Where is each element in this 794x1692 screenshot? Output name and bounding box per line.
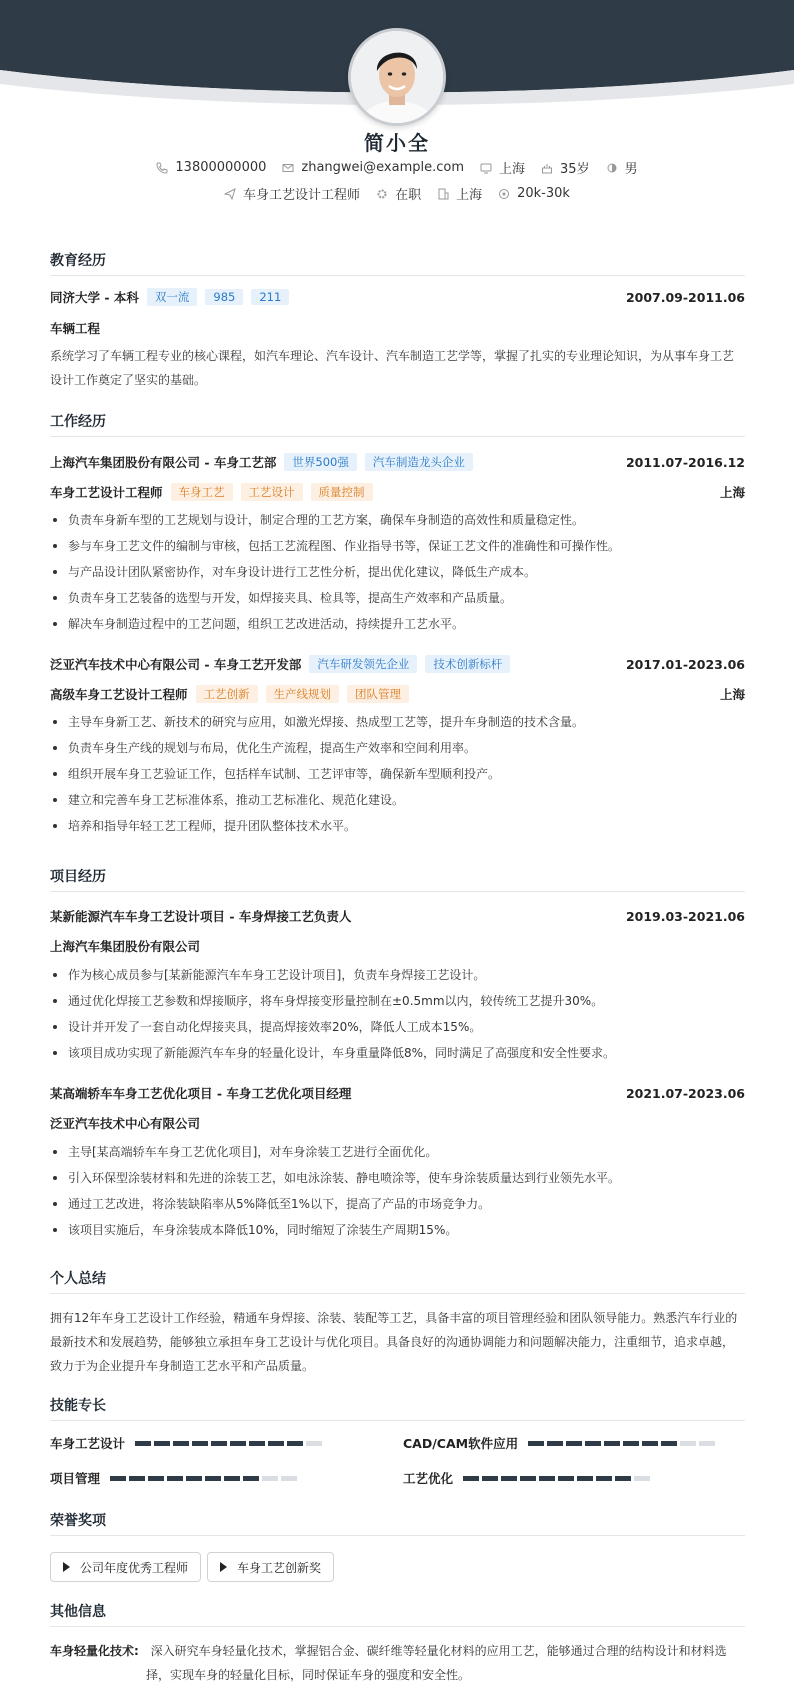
list-item: 负责车身生产线的规划与布局，优化生产流程，提高生产效率和空间利用率。	[50, 735, 745, 761]
work-bullets	[50, 709, 745, 839]
list-item: 解决车身制造过程中的工艺问题，组织工艺改进活动，持续提升工艺水平。	[50, 611, 745, 637]
role-tag: 车身工艺	[171, 483, 233, 501]
project-date: 2021.07-2023.06	[625, 1085, 745, 1101]
list-item: 主导[某高端轿车车身工艺优化项目]，对车身涂装工艺进行全面优化。	[50, 1139, 745, 1165]
skill-segment	[306, 1441, 322, 1446]
phone-info	[156, 160, 266, 175]
contact-row	[0, 158, 794, 177]
phone-text: 13800000000	[175, 160, 267, 175]
section-title-awards: 荣誉奖项	[50, 1510, 745, 1536]
other-text-line2: 择，实现车身的轻量化目标，同时保证车身的强度和安全性。	[146, 1668, 471, 1682]
education-desc: 系统学习了车辆工程专业的核心课程，如汽车理论、汽车设计、汽车制造工艺学等，掌握了扎实的专业理论知识，为从事车身工艺设计工作奠定了坚实的基础。	[50, 349, 735, 387]
skill-segment	[566, 1441, 582, 1446]
work-date: 2017.01-2023.06	[625, 656, 745, 672]
monitor-icon	[480, 162, 492, 174]
skill-level-bar	[528, 1441, 718, 1446]
skill-level-bar	[463, 1476, 653, 1481]
skill-segment	[135, 1441, 151, 1446]
award-label: 公司年度优秀工程师	[80, 1560, 189, 1575]
play-icon	[220, 1562, 227, 1572]
company-tag: 汽车研发领先企业	[309, 655, 417, 673]
list-item: 该项目成功实现了新能源汽车车身的轻量化设计，车身重量降低8%，同时满足了高强度和安全性要求。	[50, 1040, 745, 1066]
skill-segment	[585, 1441, 601, 1446]
status-text: 在职	[395, 188, 422, 203]
work-bullets	[50, 507, 745, 637]
coin-icon	[498, 188, 510, 200]
role-tag: 工艺设计	[241, 483, 303, 501]
email-text: zhangwei@example.com	[301, 160, 465, 175]
skill-segment	[249, 1441, 265, 1446]
target-city-info	[437, 184, 482, 203]
project-bullets	[50, 962, 745, 1066]
skill-segment	[558, 1476, 574, 1481]
list-item: 负责车身新车型的工艺规划与设计，制定合理的工艺方案，确保车身制造的高效性和质量稳定性。	[50, 507, 745, 533]
company-name: 上海汽车集团股份有限公司 - 车身工艺部	[50, 455, 277, 470]
skill-segment	[539, 1476, 555, 1481]
skill-segment	[634, 1476, 650, 1481]
avatar-photo	[351, 31, 443, 123]
skill-segment	[262, 1476, 278, 1481]
skill-name: CAD/CAM软件应用	[403, 1436, 519, 1451]
skill-segment	[547, 1441, 563, 1446]
work-header	[50, 453, 745, 471]
section-title-education: 教育经历	[50, 250, 745, 276]
skill-name: 车身工艺设计	[50, 1436, 126, 1451]
skill-segment	[596, 1476, 612, 1481]
role-tag: 质量控制	[311, 483, 373, 501]
project-company: 泛亚汽车技术中心有限公司	[50, 1116, 201, 1131]
skill-segment	[680, 1441, 696, 1446]
play-icon	[63, 1562, 70, 1572]
skill-segment	[604, 1441, 620, 1446]
project-title: 某高端轿车车身工艺优化项目 - 车身工艺优化项目经理	[50, 1086, 352, 1101]
gear-icon	[376, 188, 388, 200]
skill-segment	[167, 1476, 183, 1481]
candidate-name: 简小全	[364, 131, 430, 155]
section-title-work: 工作经历	[50, 411, 745, 437]
role-tag: 工艺创新	[196, 685, 258, 703]
gender-text: 男	[624, 162, 638, 177]
gender-info	[606, 158, 638, 177]
list-item: 主导车身新工艺、新技术的研究与应用，如激光焊接、热成型工艺等，提升车身制造的技术含量。	[50, 709, 745, 735]
company-tag: 世界500强	[284, 453, 356, 471]
salary-text: 20k-30k	[517, 186, 570, 201]
building-icon	[437, 188, 449, 200]
position-info	[224, 184, 360, 203]
award-label: 车身工艺创新奖	[237, 1560, 322, 1575]
skill-segment	[129, 1476, 145, 1481]
skill-item	[50, 1469, 300, 1487]
major: 车辆工程	[50, 321, 101, 336]
list-item: 组织开展车身工艺验证工作，包括样车试制、工艺评审等，确保新车型顺利投产。	[50, 761, 745, 787]
location-info	[480, 158, 525, 177]
skill-level-bar	[110, 1476, 300, 1481]
list-item: 通过优化焊接工艺参数和焊接顺序，将车身焊接变形量控制在±0.5mm以内，较传统工艺提升30%。	[50, 988, 745, 1014]
skill-segment	[577, 1476, 593, 1481]
edu-tag: 211	[251, 289, 289, 305]
skill-segment	[528, 1441, 544, 1446]
skill-segment	[482, 1476, 498, 1481]
skill-segment	[110, 1476, 126, 1481]
skill-segment	[224, 1476, 240, 1481]
skill-name: 工艺优化	[403, 1471, 454, 1486]
skill-name: 项目管理	[50, 1471, 101, 1486]
list-item: 设计并开发了一套自动化焊接夹具，提高焊接效率20%，降低人工成本15%。	[50, 1014, 745, 1040]
gender-icon	[606, 162, 618, 174]
school-name: 同济大学 - 本科	[50, 290, 139, 305]
education-header	[50, 288, 745, 306]
cake-icon	[541, 162, 553, 174]
skill-segment	[243, 1476, 259, 1481]
list-item: 作为核心成员参与[某新能源汽车车身工艺设计项目]，负责车身焊接工艺设计。	[50, 962, 745, 988]
work-header	[50, 655, 745, 673]
role-tag: 生产线规划	[266, 685, 340, 703]
project-company: 上海汽车集团股份有限公司	[50, 939, 201, 954]
edu-tag: 双一流	[147, 288, 198, 306]
other-text-line1: 深入研究车身轻量化技术，掌握铝合金、碳纤维等轻量化材料的应用工艺，能够通过合理的结构设计和材料选	[150, 1644, 727, 1658]
edu-date: 2007.09-2011.06	[625, 289, 745, 305]
list-item: 引入环保型涂装材料和先进的涂装工艺，如电泳涂装、静电喷涂等，使车身涂装质量达到行业领先水平。	[50, 1165, 745, 1191]
skill-segment	[148, 1476, 164, 1481]
target-city-text: 上海	[456, 188, 483, 203]
location-text: 上海	[499, 162, 526, 177]
list-item: 负责车身工艺装备的选型与开发，如焊接夹具、检具等，提高生产效率和产品质量。	[50, 585, 745, 611]
skill-segment	[230, 1441, 246, 1446]
skill-segment	[192, 1441, 208, 1446]
avatar	[348, 28, 446, 126]
age-text: 35岁	[560, 162, 590, 177]
skill-segment	[661, 1441, 677, 1446]
company-name: 泛亚汽车技术中心有限公司 - 车身工艺开发部	[50, 657, 302, 672]
skill-segment	[186, 1476, 202, 1481]
skill-item	[50, 1434, 325, 1452]
email-info	[282, 160, 464, 175]
send-icon	[224, 188, 236, 200]
role-tag: 团队管理	[347, 685, 409, 703]
company-tag: 技术创新标杆	[425, 655, 510, 673]
other-info	[50, 1639, 745, 1687]
list-item: 与产品设计团队紧密协作，对车身设计进行工艺性分析，提出优化建议，降低生产成本。	[50, 559, 745, 585]
list-item: 该项目实施后，车身涂装成本降低10%，同时缩短了涂装生产周期15%。	[50, 1217, 745, 1243]
award-badge	[50, 1552, 201, 1582]
job-intent-row	[0, 184, 794, 203]
work-date: 2011.07-2016.12	[625, 454, 745, 470]
mail-icon	[282, 162, 294, 174]
skill-segment	[205, 1476, 221, 1481]
work-city: 上海	[719, 687, 745, 702]
role-row	[50, 685, 745, 703]
section-title-other: 其他信息	[50, 1601, 745, 1627]
position-text: 车身工艺设计工程师	[243, 188, 361, 203]
skill-segment	[623, 1441, 639, 1446]
status-info	[376, 184, 421, 203]
skill-segment	[642, 1441, 658, 1446]
skill-segment	[699, 1441, 715, 1446]
skill-segment	[211, 1441, 227, 1446]
company-tag: 汽车制造龙头企业	[365, 453, 473, 471]
project-title: 某新能源汽车车身工艺设计项目 - 车身焊接工艺负责人	[50, 909, 352, 924]
summary-text: 拥有12年车身工艺设计工作经验，精通车身焊接、涂装、装配等工艺，具备丰富的项目管理经验和团队领导能力。熟悉汽车行业的最新技术和发展趋势，能够独立承担车身工艺设计与优化项目。具备良好的沟通协调能力和问题解决能力，注重细节，追求卓越，致力于为企业提升车身制造工艺水平和产品质量。	[50, 1311, 738, 1373]
skill-item	[403, 1434, 718, 1452]
other-label: 车身轻量化技术:	[50, 1644, 139, 1658]
role-row	[50, 483, 745, 501]
skill-segment	[281, 1476, 297, 1481]
work-city: 上海	[719, 485, 745, 500]
skill-segment	[173, 1441, 189, 1446]
skill-segment	[287, 1441, 303, 1446]
role-title: 车身工艺设计工程师	[50, 485, 163, 500]
salary-info	[498, 186, 570, 201]
skill-level-bar	[135, 1441, 325, 1446]
age-info	[541, 158, 590, 177]
list-item: 参与车身工艺文件的编制与审核，包括工艺流程图、作业指导书等，保证工艺文件的准确性和可操作性。	[50, 533, 745, 559]
project-header	[50, 907, 745, 925]
edu-tag: 985	[205, 289, 243, 305]
list-item: 通过工艺改进，将涂装缺陷率从5%降低至1%以下，提高了产品的市场竞争力。	[50, 1191, 745, 1217]
section-title-summary: 个人总结	[50, 1268, 745, 1294]
skill-segment	[268, 1441, 284, 1446]
list-item: 培养和指导年轻工艺工程师，提升团队整体技术水平。	[50, 813, 745, 839]
skill-segment	[520, 1476, 536, 1481]
skill-segment	[463, 1476, 479, 1481]
phone-icon	[156, 162, 168, 174]
section-title-projects: 项目经历	[50, 866, 745, 892]
role-title: 高级车身工艺设计工程师	[50, 687, 188, 702]
project-bullets	[50, 1139, 745, 1243]
section-title-skills: 技能专长	[50, 1395, 745, 1421]
skill-segment	[615, 1476, 631, 1481]
skill-segment	[154, 1441, 170, 1446]
project-header	[50, 1084, 745, 1102]
award-badge	[207, 1552, 334, 1582]
skill-segment	[501, 1476, 517, 1481]
skill-item	[403, 1469, 653, 1487]
project-date: 2019.03-2021.06	[625, 908, 745, 924]
list-item: 建立和完善车身工艺标准体系，推动工艺标准化、规范化建设。	[50, 787, 745, 813]
